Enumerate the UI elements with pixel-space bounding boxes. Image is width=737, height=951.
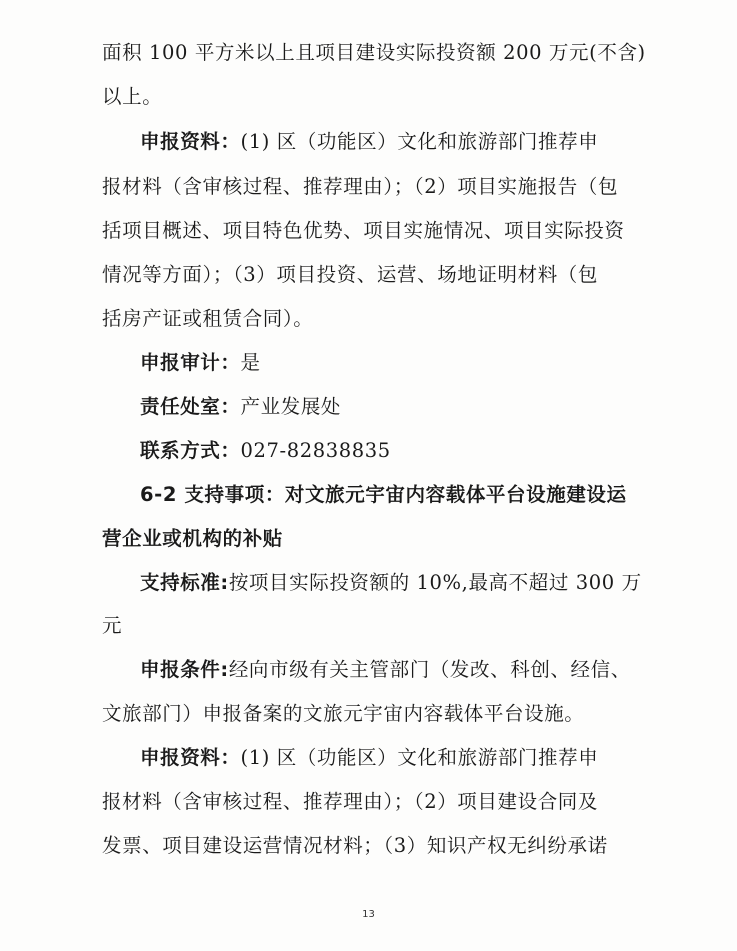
body-line <box>102 218 625 244</box>
body-line <box>102 262 622 288</box>
heading-text: 6-2 支持事项：对文旅元宇宙内容载体平台设施建设运 <box>140 483 627 506</box>
section-heading <box>102 526 622 552</box>
heading-text: 营企业或机构的补贴 <box>102 527 283 550</box>
body-line <box>102 789 622 815</box>
body-line <box>140 129 620 155</box>
body-line <box>102 701 622 727</box>
line-text: (1) 区（功能区）文化和旅游部门推荐申 <box>240 746 599 769</box>
body-line <box>102 84 622 110</box>
line-text: 面积 100 平方米以上且项目建设实际投资额 200 万元(不含) <box>102 41 646 64</box>
body-line <box>102 40 646 66</box>
section-label: 支持标准: <box>140 571 229 594</box>
line-text: 报材料（含审核过程、推荐理由）；（2）项目建设合同及 <box>102 790 599 813</box>
body-line <box>140 350 620 376</box>
line-text: 括项目概述、项目特色优势、项目实施情况、项目实际投资 <box>102 219 625 242</box>
line-text: 027-82838835 <box>240 439 391 462</box>
body-line <box>140 745 620 771</box>
body-line <box>140 394 620 420</box>
line-text: 文旅部门）申报备案的文旅元宇宙内容载体平台设施。 <box>102 702 585 725</box>
section-label: 责任处室： <box>140 395 241 418</box>
body-line <box>102 833 622 859</box>
line-text: 产业发展处 <box>240 395 342 418</box>
line-text: 元 <box>102 614 123 637</box>
body-line <box>140 657 631 683</box>
section-label: 申报资料： <box>140 130 241 153</box>
line-text: 以上。 <box>102 85 163 108</box>
page-number: 13 <box>362 909 375 920</box>
section-label: 联系方式： <box>140 439 241 462</box>
body-line <box>102 306 622 332</box>
line-text: 经向市级有关主管部门（发改、科创、经信、 <box>228 658 631 681</box>
section-label: 申报资料： <box>140 746 241 769</box>
section-label: 申报条件: <box>140 658 229 681</box>
line-text: 发票、项目建设运营情况材料；（3）知识产权无纠纷承诺 <box>102 834 608 857</box>
body-line <box>140 570 642 596</box>
line-text: 括房产证或租赁合同）。 <box>102 307 314 330</box>
body-line <box>140 438 620 464</box>
body-line <box>102 174 622 200</box>
section-heading <box>140 482 627 508</box>
section-label: 申报审计： <box>140 351 241 374</box>
line-text: 按项目实际投资额的 10%,最高不超过 300 万 <box>228 571 642 594</box>
line-text: 情况等方面）；（3）项目投资、运营、场地证明材料（包 <box>102 263 599 286</box>
line-text: 报材料（含审核过程、推荐理由）；（2）项目实施报告（包 <box>102 175 619 198</box>
body-line <box>102 613 622 639</box>
line-text: 是 <box>240 351 261 374</box>
line-text: (1) 区（功能区）文化和旅游部门推荐申 <box>240 130 599 153</box>
